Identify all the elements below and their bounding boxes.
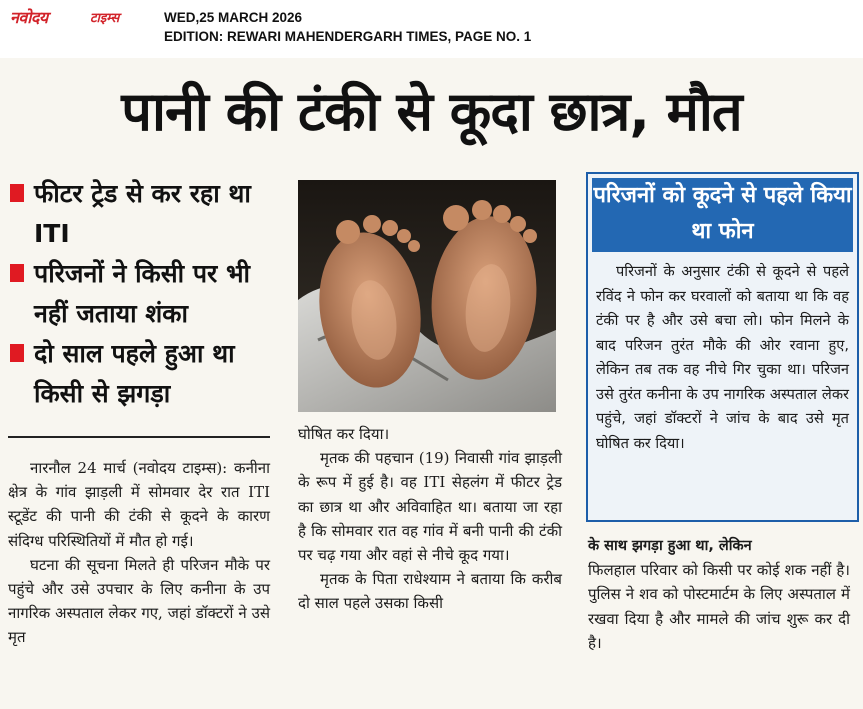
article-photo (298, 180, 556, 412)
bullet-text: परिजनों ने किसी पर भी नहीं जताया शंका (34, 259, 251, 328)
sidebar-box (586, 172, 859, 522)
article-headline: पानी की टंकी से कूदा छात्र, मौत (121, 80, 742, 143)
newspaper-logo (10, 6, 138, 32)
bullet-text: दो साल पहले हुआ था किसी से झगड़ा (34, 339, 235, 408)
bullet-square-icon (10, 184, 24, 202)
logo-main-text: नवोदय (10, 8, 48, 27)
edition-meta (164, 8, 531, 46)
feet-photo-illustration (298, 180, 556, 412)
column-divider (8, 436, 270, 438)
bullet-text: फीटर ट्रेड से कर रहा था ITI (34, 179, 251, 248)
highlight-bullets (8, 174, 278, 414)
paragraph: घोषित कर दिया। (298, 425, 390, 443)
bullet-item (8, 334, 278, 414)
article-column-2 (298, 422, 562, 616)
edition-line: EDITION: REWARI MAHENDERGARH TIMES, PAGE NO. 1 (164, 29, 532, 44)
paragraph: परिजनों के अनुसार टंकी से कूदने से पहले रविंद ने फोन कर घरवालों को बताया था कि वह टंकी पर है और उसे बचा लो। फोन मिलने के बाद परिजन तुरंत मौके की ओर रवाना हुए, लेकिन तब तक वह नीचे गिर चुका था। परिजन उसे तुरंत कनीना के उप नागरिक अस्पताल लेकर पहुंचे, जहां डॉक्टरों ने जांच के बाद उसे मृत घोषित कर दिया। (596, 263, 849, 452)
column-lead-line: के साथ झगड़ा हुआ था, लेकिन (588, 538, 752, 554)
logo-sub-text: टाइम्स (90, 11, 120, 26)
date-line: WED,25 MARCH 2026 (164, 10, 303, 25)
paragraph: नारनौल 24 मार्च (नवोदय टाइम्स): कनीना क्षेत्र के गांव झाड़ली में सोमवार देर रात ITI स्टूडेंट की पानी की टंकी से कूदने के कारण संदिग्ध परिस्थितियों में मौत हो गई। (8, 459, 270, 550)
bullet-square-icon (10, 344, 24, 362)
page-header (0, 0, 863, 56)
bullet-square-icon (10, 264, 24, 282)
bullet-item (8, 174, 278, 254)
article-column-3 (588, 534, 850, 655)
paragraph: घटना की सूचना मिलते ही परिजन मौके पर पहुंचे और उसे उपचार के लिए कनीना के उप नागरिक अस्पताल लेकर गए, जहां डॉक्टरों ने उसे मृत (8, 555, 270, 647)
bullet-item (8, 254, 278, 334)
paragraph: फिलहाल परिवार को किसी पर कोई शक नहीं है। पुलिस ने शव को पोस्टमार्टम के लिए अस्पताल में रखवा दिया है और मामले की जांच शुरू कर दी है। (588, 561, 850, 652)
paragraph: मृतक के पिता राधेश्याम ने बताया कि करीब दो साल पहले उसका किसी (298, 570, 562, 613)
sidebar-box-text (596, 260, 849, 456)
article-column-1 (8, 456, 270, 650)
sidebar-box-title: परिजनों को कूदने से पहले किया था फोन (592, 178, 853, 252)
paragraph: मृतक की पहचान (19) निवासी गांव झाड़ली के रूप में हुई है। वह ITI सेहलंग में फीटर ट्रेड का छात्र था और अविवाहित था। बताया जा रहा है कि सोमवार रात वह गांव में बनी पानी की टंकी पर चढ़ गया और वहां से नीचे कूद गया। (298, 449, 562, 565)
